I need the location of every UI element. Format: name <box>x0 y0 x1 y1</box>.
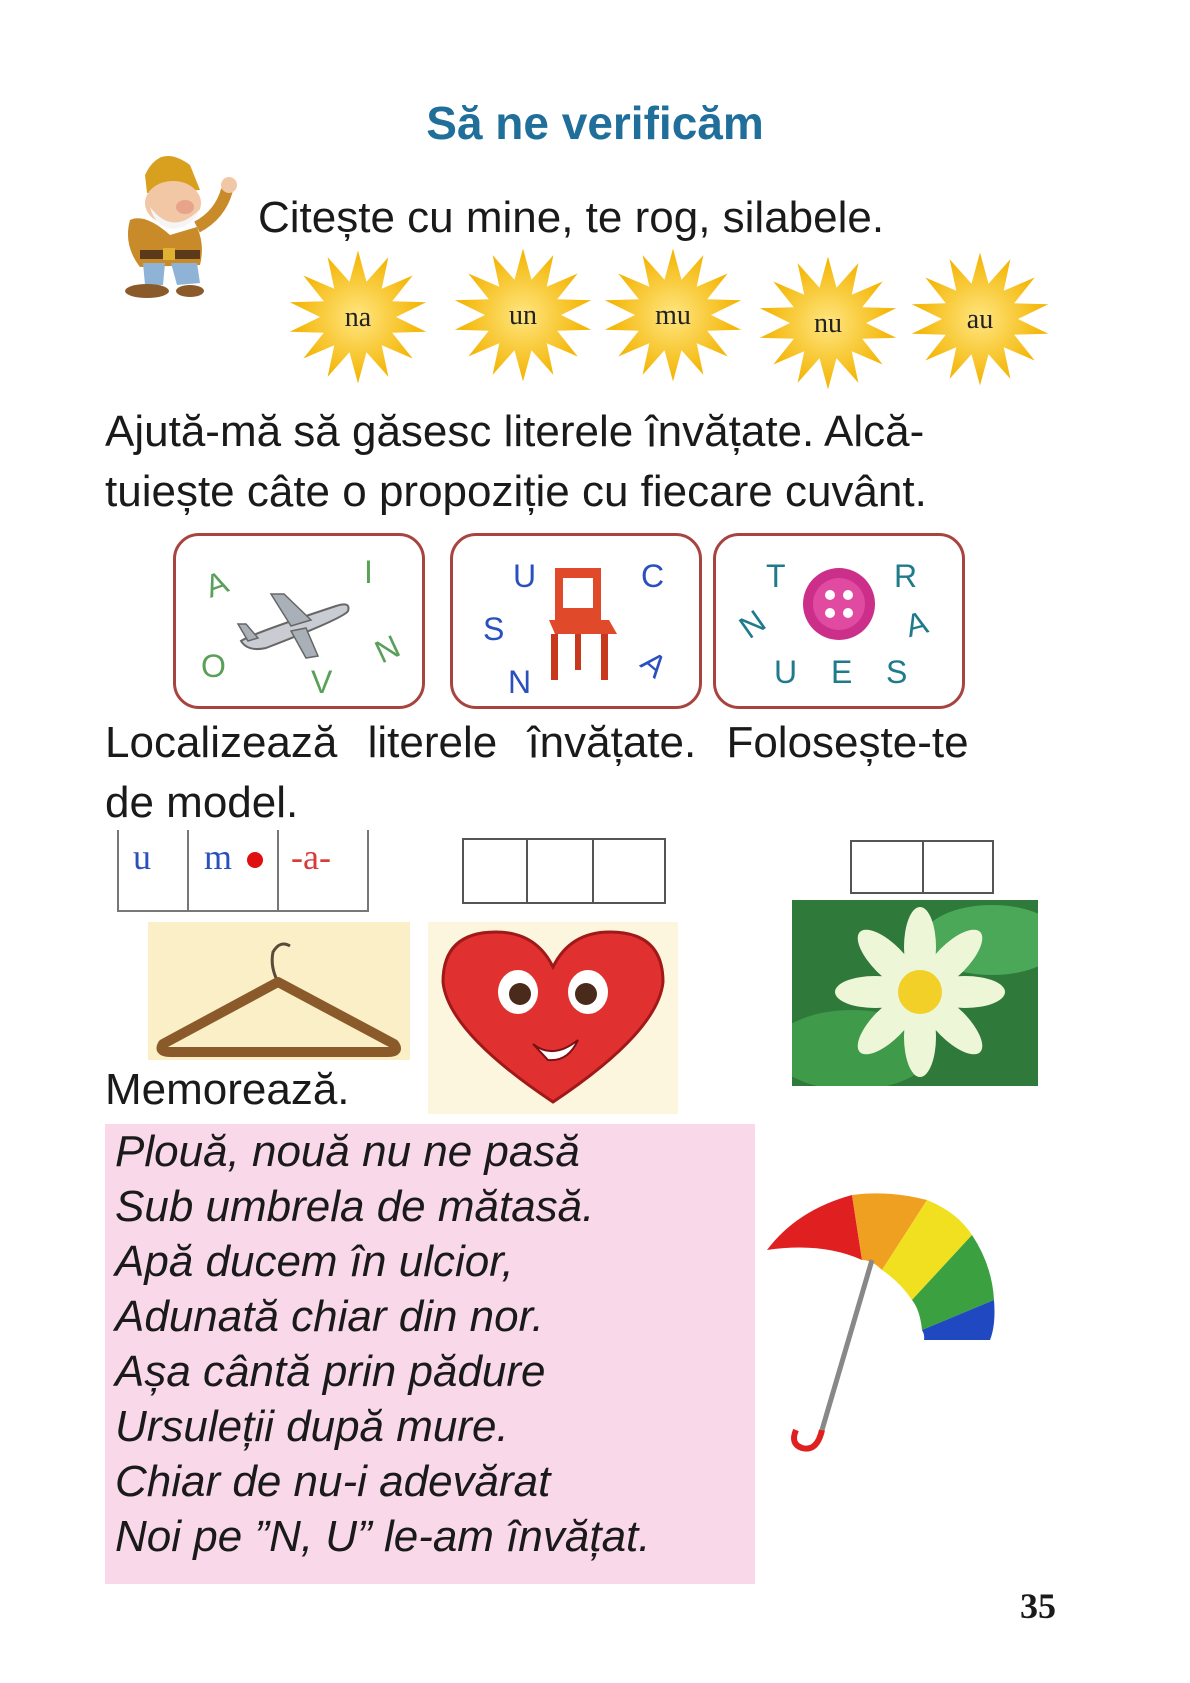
exercise4-instruction: Memorează. <box>105 1065 350 1114</box>
card-letter: I <box>364 554 373 590</box>
poem-line: Apă ducem în ulcior, <box>115 1237 514 1286</box>
heart-picture <box>428 922 678 1114</box>
model-consonant: m <box>204 837 233 877</box>
card-letter: N <box>369 627 406 671</box>
card-letter: S <box>886 654 908 690</box>
card-letter: A <box>901 603 932 645</box>
airplane-picture <box>236 586 356 661</box>
syllable-label: nu <box>814 308 842 339</box>
hanger-picture <box>148 922 410 1060</box>
umbrella-picture <box>762 1190 1032 1460</box>
card-letter: V <box>311 664 333 700</box>
poem-line: Ursuleții după mure. <box>115 1402 509 1451</box>
card-letter: R <box>894 558 918 594</box>
exercise2-line1: Ajută-mă să găsesc literele învățate. Alcă- <box>105 407 925 456</box>
page-title: Să ne verificăm <box>426 97 764 149</box>
exercise1-instruction: Citește cu mine, te rog, silabele. <box>258 193 885 242</box>
page-number: 35 <box>1020 1586 1056 1626</box>
poem-line: Chiar de nu-i adevărat <box>115 1457 551 1506</box>
card-letter: A <box>634 643 674 685</box>
card-letter: N <box>732 602 773 646</box>
syllable-label: mu <box>655 300 691 331</box>
consonant-dot-icon <box>247 852 263 868</box>
letter-card-button <box>713 533 965 709</box>
answer-boxes-2[interactable] <box>850 840 994 894</box>
card-letter: A <box>200 563 233 605</box>
chair-picture <box>543 564 623 684</box>
card-letter: C <box>641 558 665 594</box>
exercise3-line1: Localizează literele învățate. Folosește-te <box>105 718 969 767</box>
poem-line: Așa cântă prin pădure <box>115 1347 546 1396</box>
water-lily-picture <box>792 900 1038 1086</box>
card-letter: S <box>483 611 505 647</box>
card-letter: E <box>831 654 853 690</box>
answer-boxes-3[interactable] <box>462 838 666 904</box>
dwarf-mascot-picture <box>105 145 250 300</box>
syllable-label: au <box>966 304 994 335</box>
poem-box <box>105 1124 755 1584</box>
syllable-label: na <box>344 302 372 333</box>
letter-card-airplane <box>173 533 425 709</box>
syllable-stars <box>280 245 1080 390</box>
model-vowel: u <box>133 837 151 877</box>
card-letter: U <box>513 558 537 594</box>
letter-card-chair <box>450 533 702 709</box>
button-picture <box>801 566 877 642</box>
card-letter: N <box>508 664 532 700</box>
poem-line: Sub umbrela de mătasă. <box>115 1182 595 1231</box>
card-letter: O <box>201 648 226 684</box>
card-letter: T <box>766 558 786 594</box>
poem-line: Noi pe ”N, U” le-am învățat. <box>115 1512 651 1561</box>
model-syllable: -a- <box>291 837 331 877</box>
poem-line: Adunată chiar din nor. <box>115 1292 544 1341</box>
exercise3-line2: de model. <box>105 778 299 827</box>
exercise2-line2: tuiește câte o propoziție cu fiecare cuvânt. <box>105 467 927 516</box>
model-syllable-boxes <box>117 830 369 912</box>
poem-line: Plouă, nouă nu ne pasă <box>115 1127 580 1176</box>
card-letter: U <box>774 654 798 690</box>
syllable-label: un <box>509 300 537 331</box>
